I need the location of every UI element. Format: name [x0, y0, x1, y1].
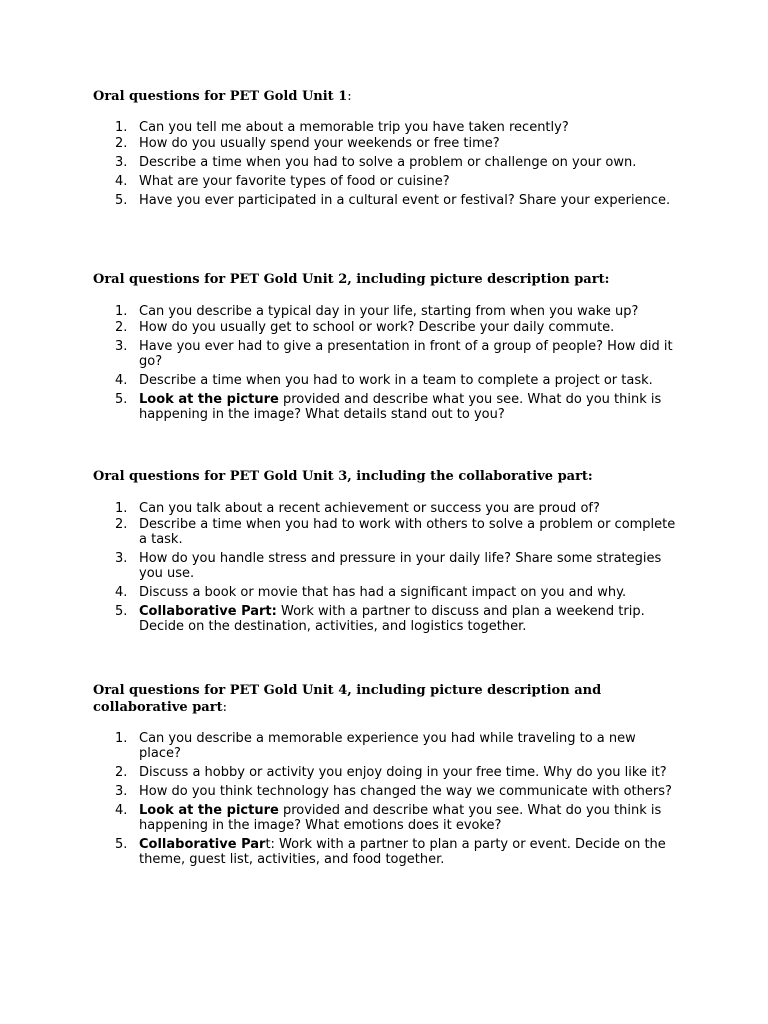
list-item: 2. How do you usually get to school or work? Describe your daily commute.	[115, 320, 615, 335]
list-item: 5. Collaborative Part: Work with a partner to plan a party or event. Decide on the theme, guest list, activities, and food together.	[115, 837, 666, 867]
unit-1-question-list	[93, 120, 693, 208]
list-item: 1. Can you tell me about a memorable trip you have taken recently?	[115, 120, 569, 135]
list-item: 5. Have you ever participated in a cultural event or festival? Share your experience.	[115, 193, 671, 208]
list-item: 4. What are your favorite types of food or cuisine?	[115, 174, 450, 189]
list-item: 5. Look at the picture provided and describe what you see. What do you think is happening in the image? What details stand out to you?	[115, 392, 662, 422]
unit-2-heading: Oral questions for PET Gold Unit 2, including picture description part:	[93, 272, 610, 287]
list-item: 3. How do you handle stress and pressure in your daily life? Share some strategies you use.	[115, 551, 662, 581]
unit-1-section	[93, 88, 693, 212]
unit-1-heading-tail: :	[347, 89, 352, 104]
unit-4-question-list	[93, 731, 693, 867]
list-item: 2. Discuss a hobby or activity you enjoy doing in your free time. Why do you like it?	[115, 765, 667, 780]
list-item: 3. How do you think technology has changed the way we communicate with others?	[115, 784, 672, 799]
unit-4-heading-tail: :	[222, 700, 227, 715]
unit-3-section	[93, 468, 693, 638]
list-item: 4. Discuss a book or movie that has had a significant impact on you and why.	[115, 585, 627, 600]
unit-3-heading: Oral questions for PET Gold Unit 3, including the collaborative part:	[93, 469, 593, 484]
unit-2-section	[93, 271, 693, 426]
unit-3-question-list	[93, 501, 693, 634]
list-item: 3. Describe a time when you had to solve a problem or challenge on your own.	[115, 155, 637, 170]
list-item: 4. Describe a time when you had to work in a team to complete a project or task.	[115, 373, 653, 388]
list-item: 1. Can you describe a memorable experience you had while traveling to a new place?	[115, 731, 636, 761]
unit-1-heading: Oral questions for PET Gold Unit 1:	[93, 89, 352, 104]
list-item: 2. How do you usually spend your weekends or free time?	[115, 136, 500, 151]
list-item: 1. Can you describe a typical day in your life, starting from when you wake up?	[115, 304, 639, 319]
unit-4-heading: Oral questions for PET Gold Unit 4, including picture description and collaborative part:	[93, 683, 602, 715]
list-item: 5. Collaborative Part: Work with a partner to discuss and plan a weekend trip. Decide on the destination, activities, and logistics together.	[115, 604, 645, 634]
list-item: 3. Have you ever had to give a presentation in front of a group of people? How did it go?	[115, 339, 673, 369]
list-item: 1. Can you talk about a recent achievement or success you are proud of?	[115, 501, 600, 516]
list-item: 2. Describe a time when you had to work with others to solve a problem or complete a task.	[115, 517, 676, 547]
list-item: 4. Look at the picture provided and describe what you see. What do you think is happening in the image? What emotions does it evoke?	[115, 803, 662, 833]
unit-4-section	[93, 682, 693, 871]
unit-2-question-list	[93, 304, 693, 422]
